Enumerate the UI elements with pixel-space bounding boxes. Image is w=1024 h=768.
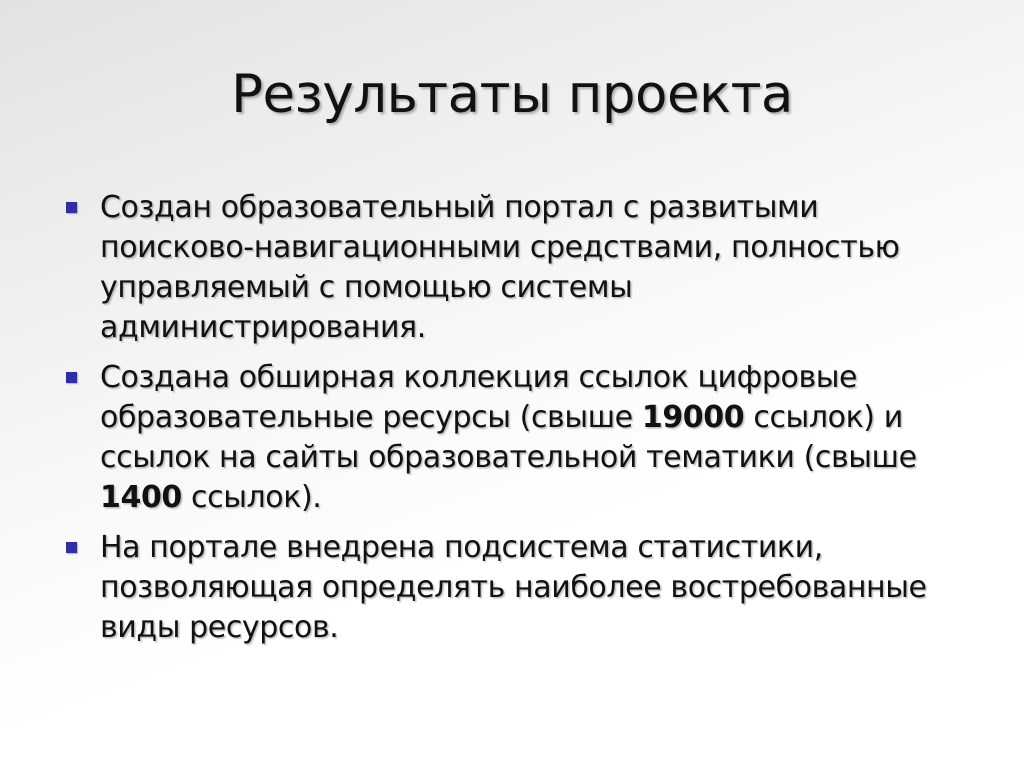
slide-title: Результаты проекта bbox=[231, 64, 793, 125]
bullet-item-portal bbox=[64, 188, 964, 348]
square-bullet-icon bbox=[66, 372, 77, 383]
bullet-item-collection bbox=[64, 358, 964, 518]
bullet-list bbox=[64, 188, 964, 658]
square-bullet-icon bbox=[66, 542, 77, 553]
bullet-item-statistics bbox=[64, 528, 964, 648]
bullet-text: На портале внедрена подсистема статистики, позволяющая определять наиболее востребованные виды ресурсов. bbox=[100, 530, 927, 645]
bullet-text: Создан образовательный портал с развитыми поисково-навигационными средствами, полностью управляемый с помощью системы администрирования. bbox=[100, 190, 900, 345]
sites-count-highlight: 1400 bbox=[100, 480, 182, 515]
links-count-highlight: 19000 bbox=[641, 400, 745, 435]
bullet-text: ссылок) и ссылок на сайты образовательной тематики (свыше bbox=[100, 400, 917, 475]
bullet-text: Создана обширная коллекция ссылок цифровые образовательные ресурсы (свыше bbox=[100, 360, 858, 435]
bullet-text: ссылок). bbox=[181, 480, 322, 515]
square-bullet-icon bbox=[66, 202, 77, 213]
